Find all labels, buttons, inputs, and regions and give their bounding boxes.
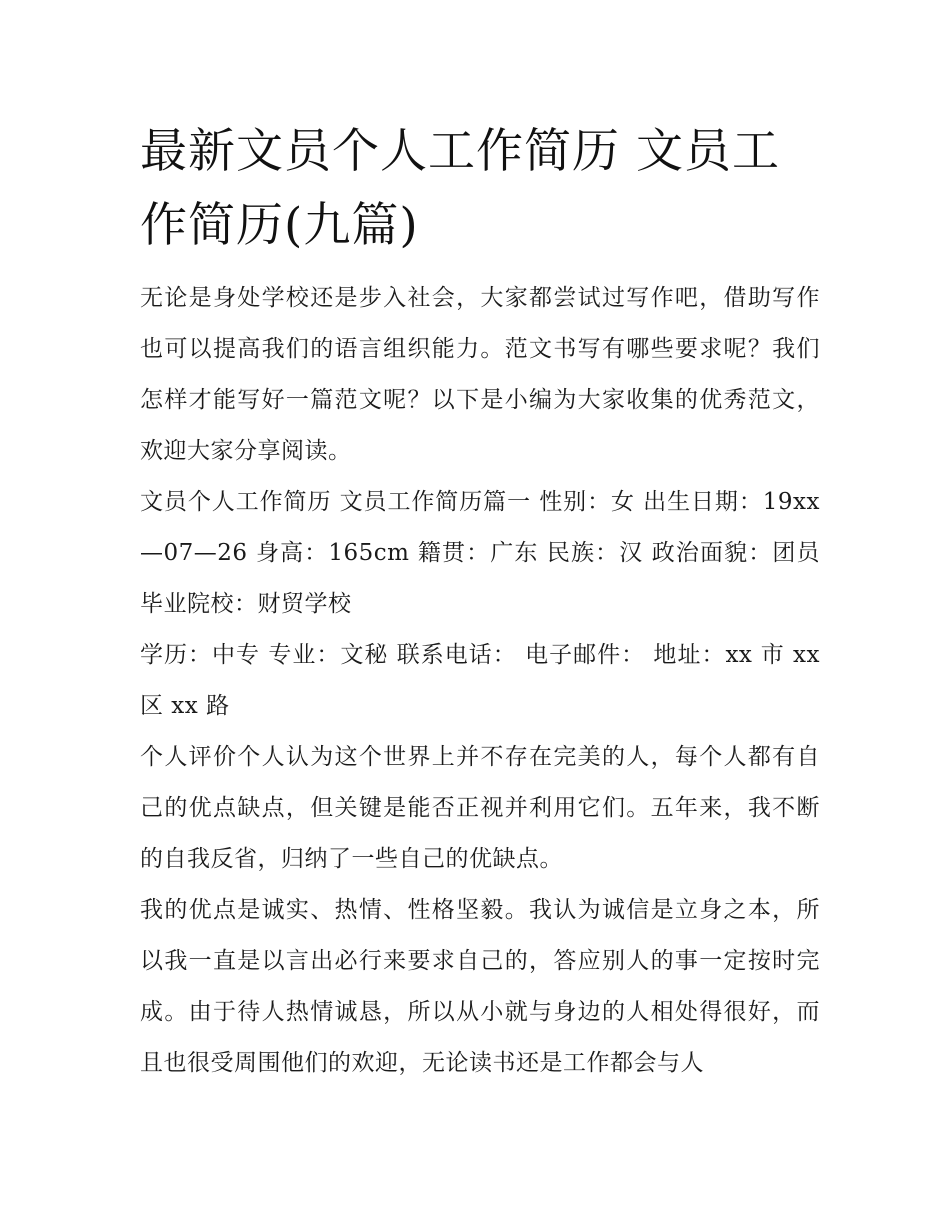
contact-paragraph: 学历：中专 专业：文秘 联系电话： 电子邮件： 地址：xx 市 xx 区 xx 路 xyxy=(140,642,820,719)
intro-paragraph: 无论是身处学校还是步入社会，大家都尝试过写作吧，借助写作也可以提高我们的语言组织能力。范文书写有哪些要求呢？我们怎样才能写好一篇范文呢？以下是小编为大家收集的优秀范文，欢迎大家分享阅读。 xyxy=(140,285,820,464)
document-title: 最新文员个人工作简历 文员工作简历(九篇) xyxy=(140,124,780,253)
self-evaluation-paragraph: 个人评价个人认为这个世界上并不存在完美的人，每个人都有自己的优点缺点，但关键是能否正视并利用它们。五年来，我不断的自我反省，归纳了一些自己的优缺点。 xyxy=(140,744,820,872)
document-page xyxy=(140,115,820,1089)
profile-paragraph: 文员个人工作简历 文员工作简历篇一 性别：女 出生日期：19xx—07—26 身高：165cm 籍贯：广东 民族：汉 政治面貌：团员 毕业院校：财贸学校 xyxy=(140,489,820,617)
strengths-paragraph: 我的优点是诚实、热情、性格坚毅。我认为诚信是立身之本，所以我一直是以言出必行来要求自己的，答应别人的事一定按时完成。由于待人热情诚恳，所以从小就与身边的人相处得很好，而且也很受周围他们的欢迎，无论读书还是工作都会与人 xyxy=(140,897,820,1076)
